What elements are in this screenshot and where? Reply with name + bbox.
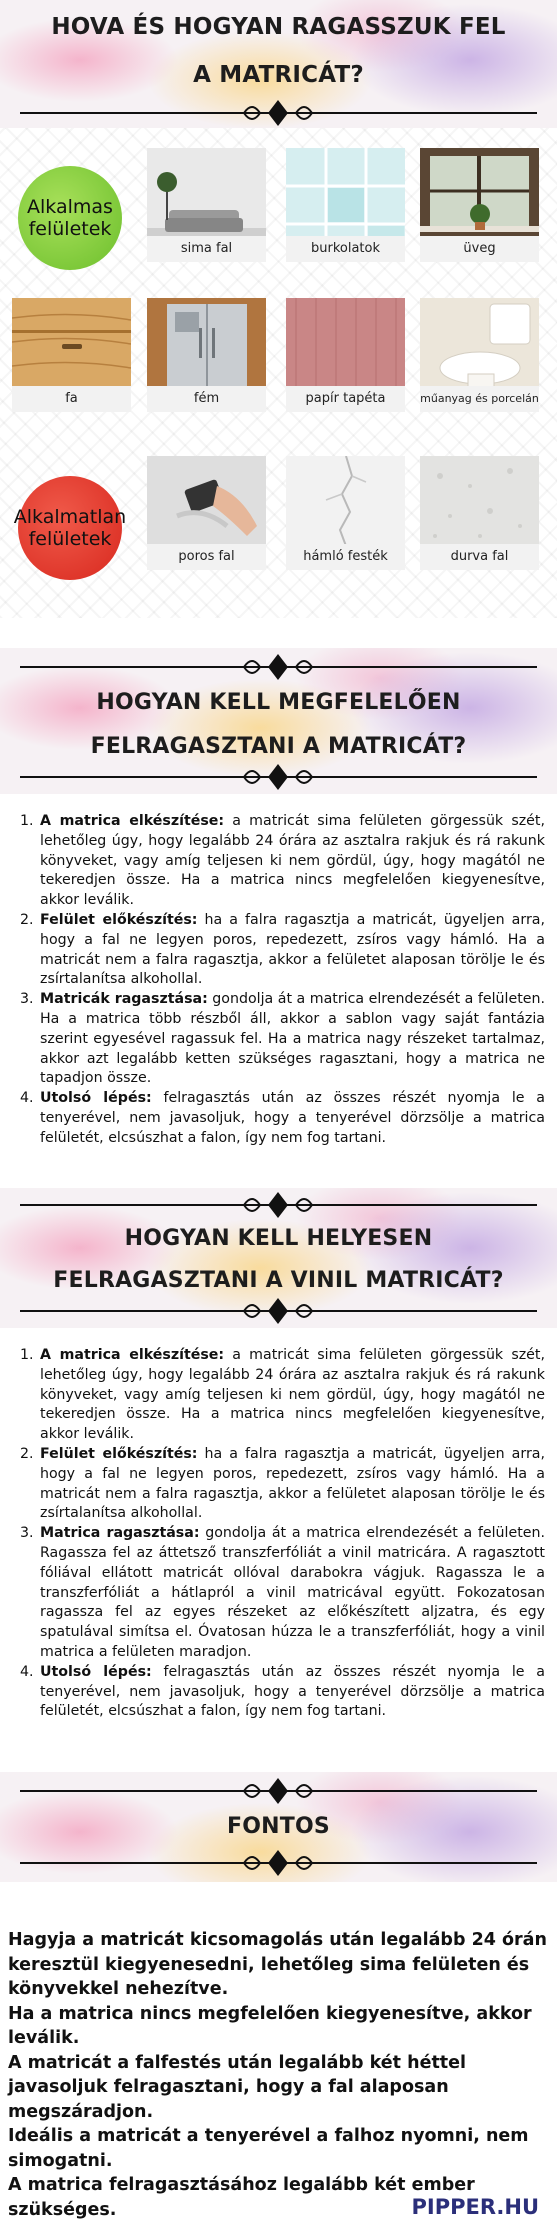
tile-tiles bbox=[286, 148, 405, 262]
fontos-line: Ideális a matricát a tenyerével a falhoz nyomni, nem simogatni. bbox=[8, 2126, 529, 2171]
section2-banner bbox=[0, 1188, 557, 1328]
section2-steps bbox=[18, 1346, 545, 1722]
ornament-divider bbox=[20, 98, 537, 128]
step-text: ha a falra ragasztja a matricát, ügyeljen arra, hogy a fal ne legyen poros, repedezett, zsíros vagy hámló. Ha a matricát nem a falra ragasztja, akkor a felületet alaposan törölje le és zsírtalanítsa alkohollal. bbox=[40, 911, 545, 988]
step-text: felragasztás után az összes részét nyomja le a tenyerével, nem javasoljuk, hogy a tenyerével dörzsölje a matrica felületét, elcsúszhat a falon, így nem fog tartani. bbox=[40, 1663, 545, 1720]
page-title-line1: HOVA ÉS HOGYAN RAGASSZUK FEL bbox=[51, 14, 506, 40]
tile-glass bbox=[420, 148, 539, 262]
step-item bbox=[38, 812, 545, 911]
section2-title-line2: FELRAGASZTANI A VINIL MATRICÁT? bbox=[53, 1268, 504, 1293]
tile-label: üveg bbox=[420, 236, 539, 262]
tile-label: poros fal bbox=[147, 544, 266, 570]
step-title: Utolsó lépés: bbox=[40, 1090, 152, 1107]
section1-steps bbox=[18, 812, 545, 1149]
header-banner bbox=[0, 0, 557, 128]
tile-label: hámló festék bbox=[286, 544, 405, 570]
ornament-divider bbox=[20, 1848, 537, 1878]
tile-plastic-porcelain bbox=[420, 298, 539, 412]
tile-paper-wallpaper bbox=[286, 298, 405, 412]
tile-dusty-wall bbox=[147, 456, 266, 570]
section2-title-line1: HOGYAN KELL HELYESEN bbox=[124, 1226, 433, 1251]
step-text: a matricát sima felületen görgessük szét, lehetőleg úgy, hogy legalább 24 órára az asztalra rakjuk és rá rakunk könyveket, vagy amíg teljesen ki nem gördül, úgy, hogy magától ne tekeredjen össze. Ha a matrica nincs megfelelően kiegyenesítve, akkor leválik. bbox=[40, 1347, 545, 1443]
section1-banner bbox=[0, 648, 557, 794]
ornament-divider bbox=[20, 1190, 537, 1220]
step-item bbox=[38, 1346, 545, 1445]
fontos-line: A matrica felragasztásához legalább két ember szükséges. bbox=[8, 2175, 475, 2220]
tile-rough-wall bbox=[420, 456, 539, 570]
step-title: Felület előkészítés: bbox=[40, 1445, 198, 1462]
step-item bbox=[38, 911, 545, 990]
ornament-divider bbox=[20, 762, 537, 792]
step-text: a matricát sima felületen görgessük szét, lehetőleg úgy, hogy legalább 24 órára az asztalra rakjuk és rá rakunk könyveket, vagy amíg teljesen ki nem gördül, úgy, hogy magától ne tekeredjen össze. Ha a matrica nincs megfelelően kiegyenesítve, akkor leválik. bbox=[40, 813, 545, 909]
step-title: A matrica elkészítése: bbox=[40, 813, 225, 829]
unsuitable-surfaces-badge: Alkalmatlan felületek bbox=[18, 476, 122, 580]
step-text: gondolja át a matrica elrendezését a felületen. Ragassza fel az áttetsző transzferfóliát a vinil matricára. A ragasztott fóliával ellátott matricát ollóval darabokra vágjuk. Ragassza le a transzferfóliát a hátlapról a vinil matricával együtt. Fokozatosan ragassza fel az egyes részeket az előkészített aljzatra, és egy spatulával simítsa el. Óvatosan húzza le a transzferfóliát, hogy a vinil matrica a felületen maradjon. bbox=[40, 1525, 545, 1660]
section1-title-line2: FELRAGASZTANI A MATRICÁT? bbox=[90, 734, 467, 759]
fontos-banner bbox=[0, 1772, 557, 1882]
step-title: Matrica ragasztása: bbox=[40, 1525, 200, 1542]
step-item bbox=[38, 1524, 545, 1663]
tile-label: sima fal bbox=[147, 236, 266, 262]
tile-label: fa bbox=[12, 386, 131, 412]
step-item bbox=[38, 1445, 545, 1524]
section1-title-line1: HOGYAN KELL MEGFELELŐEN bbox=[96, 690, 461, 715]
tile-label: papír tapéta bbox=[286, 386, 405, 412]
fontos-line: Ha a matrica nincs megfelelően kiegyenesítve, akkor leválik. bbox=[8, 2003, 532, 2048]
tile-wood bbox=[12, 298, 131, 412]
fontos-line: Hagyja a matricát kicsomagolás után legalább 24 órán keresztül kiegyenesedni, lehetőleg sima felületen és könyvekkel nehezítve. bbox=[8, 1930, 547, 1999]
tile-peeling-paint bbox=[286, 456, 405, 570]
step-item bbox=[38, 1663, 545, 1722]
step-item bbox=[38, 990, 545, 1089]
step-title: Matricák ragasztása: bbox=[40, 991, 208, 1008]
ornament-divider bbox=[20, 652, 537, 682]
fontos-line: A matricát a falfestés után legalább két héttel javasoljuk felragasztani, hogy a fal alaposan megszáradjon. bbox=[8, 2052, 467, 2122]
step-title: Utolsó lépés: bbox=[40, 1663, 152, 1680]
tile-label: fém bbox=[147, 386, 266, 412]
ornament-divider bbox=[20, 1296, 537, 1326]
step-item bbox=[38, 1089, 545, 1148]
brand-logo-text[interactable]: PIPPER.HU bbox=[411, 2195, 539, 2219]
tile-smooth-wall bbox=[147, 148, 266, 262]
tile-label: burkolatok bbox=[286, 236, 405, 262]
tile-label: durva fal bbox=[420, 544, 539, 570]
step-title: A matrica elkészítése: bbox=[40, 1347, 225, 1363]
surfaces-section bbox=[0, 128, 557, 618]
step-text: gondolja át a matrica elrendezését a felületen. Ha a matrica több részből áll, akkor a sablon vagy saját fantázia szerint egyesével ragassuk fel. Ha a matrica nagy részeket tartalmaz, akkor azt legalább ketten szükséges ragasztani, hogy a matrica ne tapadjon össze. bbox=[40, 991, 545, 1087]
step-text: ha a falra ragasztja a matricát, ügyeljen arra, hogy a fal ne legyen poros, repedezett, zsíros vagy hámló. Ha a matricát nem a falra ragasztja, akkor a felületet alaposan törölje le és zsírtalanítsa alkohollal. bbox=[40, 1445, 545, 1522]
fontos-title: FONTOS bbox=[227, 1814, 330, 1839]
page-title-line2: A MATRICÁT? bbox=[193, 62, 364, 88]
ornament-divider bbox=[20, 1776, 537, 1806]
step-title: Felület előkészítés: bbox=[40, 911, 198, 928]
suitable-surfaces-badge: Alkalmas felületek bbox=[18, 166, 122, 270]
tile-metal bbox=[147, 298, 266, 412]
fontos-notes bbox=[8, 1928, 553, 2222]
tile-label: műanyag és porcelán bbox=[420, 386, 539, 412]
step-text: felragasztás után az összes részét nyomja le a tenyerével, nem javasoljuk, hogy a tenyerével dörzsölje a matrica felületét, elcsúszhat a falon, így nem fog tartani. bbox=[40, 1090, 545, 1146]
